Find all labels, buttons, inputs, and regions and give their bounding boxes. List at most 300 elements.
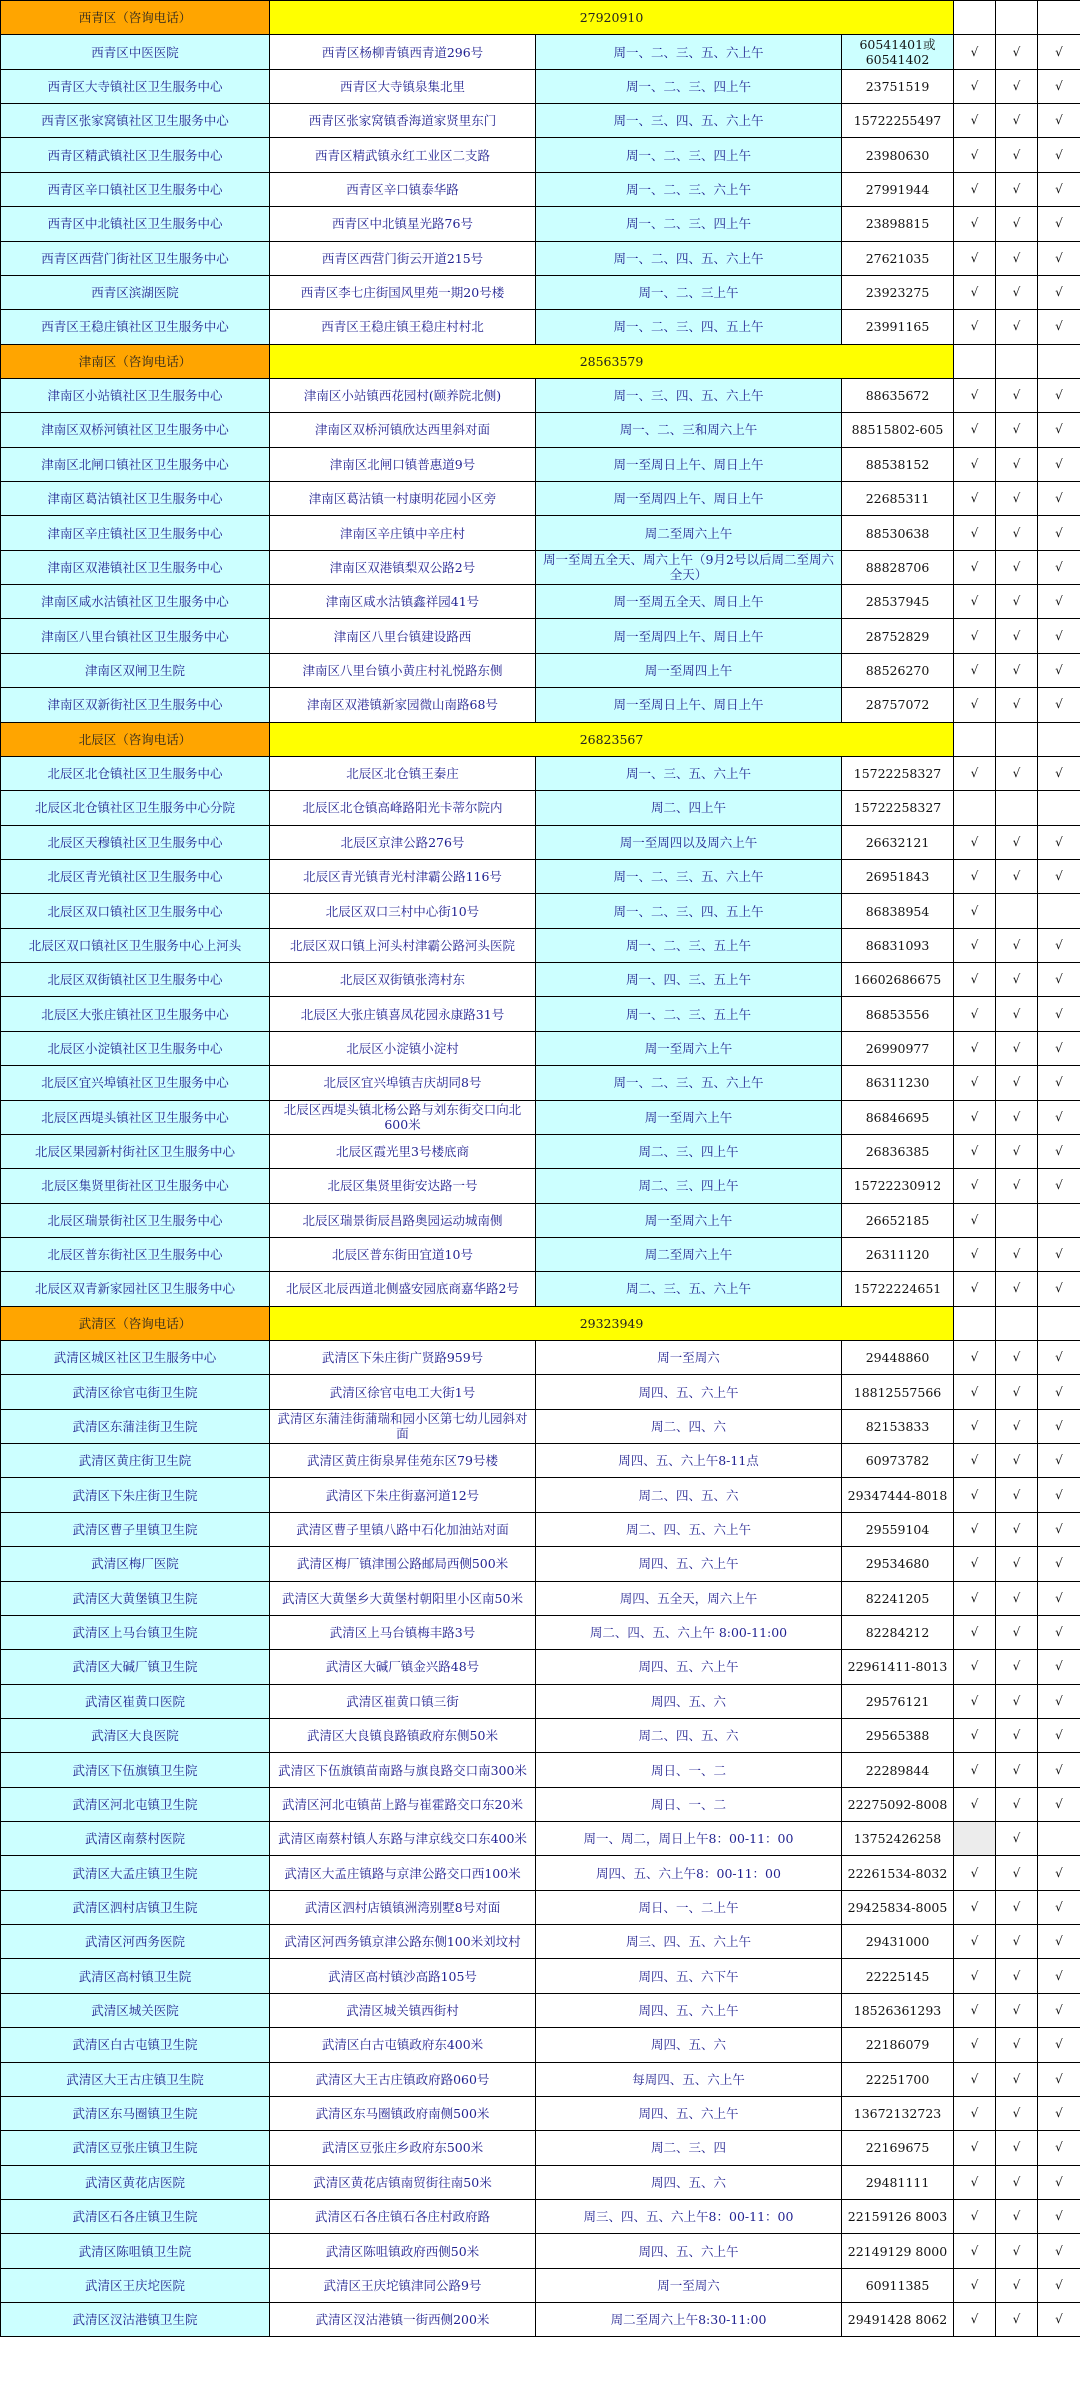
site-hours: 周四、五、六上午 xyxy=(536,1993,842,2027)
site-name: 武清区泗村店镇卫生院 xyxy=(1,1890,270,1924)
site-address: 西青区辛口镇泰华路 xyxy=(270,172,536,206)
site-address: 津南区双港镇梨双公路2号 xyxy=(270,550,536,584)
check-mark-3: √ xyxy=(1038,1478,1080,1512)
site-name: 津南区北闸口镇社区卫生服务中心 xyxy=(1,447,270,481)
check-mark-1: √ xyxy=(954,138,996,172)
site-row xyxy=(1,1856,1080,1890)
site-address: 津南区小站镇西花园村(颐养院北侧) xyxy=(270,378,536,412)
check-mark-2: √ xyxy=(996,859,1038,893)
district-hotline: 28563579 xyxy=(270,344,954,378)
site-phone: 29481111 xyxy=(842,2165,954,2199)
site-name: 北辰区天穆镇社区卫生服务中心 xyxy=(1,825,270,859)
site-phone: 86846695 xyxy=(842,1100,954,1134)
check-mark-2: √ xyxy=(996,1787,1038,1821)
site-row xyxy=(1,1581,1080,1615)
check-mark-3: √ xyxy=(1038,1753,1080,1787)
site-phone: 18812557566 xyxy=(842,1375,954,1409)
site-address: 武清区东马圈镇政府南侧500米 xyxy=(270,2096,536,2130)
site-address: 津南区双桥河镇欣达西里斜对面 xyxy=(270,413,536,447)
site-phone: 22169675 xyxy=(842,2131,954,2165)
check-mark-2 xyxy=(996,791,1038,825)
site-address: 武清区泗村店镇镇洲湾别墅8号对面 xyxy=(270,1890,536,1924)
site-phone: 23751519 xyxy=(842,69,954,103)
check-mark-1: √ xyxy=(954,1512,996,1546)
site-hours: 周一至周六上午 xyxy=(536,1100,842,1134)
site-hours: 周二至周六上午 xyxy=(536,516,842,550)
check-mark-2: √ xyxy=(996,1650,1038,1684)
site-address: 武清区上马台镇梅丰路3号 xyxy=(270,1615,536,1649)
check-mark-3: √ xyxy=(1038,585,1080,619)
site-hours: 周一至周六 xyxy=(536,2268,842,2302)
check-mark-3: √ xyxy=(1038,1169,1080,1203)
site-hours: 周二至周六上午 xyxy=(536,1237,842,1271)
check-mark-3: √ xyxy=(1038,1547,1080,1581)
check-mark-1: √ xyxy=(954,1169,996,1203)
site-address: 武清区河北屯镇苗上路与崔霍路交口东20米 xyxy=(270,1787,536,1821)
check-mark-3: √ xyxy=(1038,516,1080,550)
check-mark-1: √ xyxy=(954,2303,996,2337)
check-mark-3: √ xyxy=(1038,1444,1080,1478)
site-hours: 周四、五、六 xyxy=(536,2028,842,2062)
site-name: 西青区中医医院 xyxy=(1,35,270,69)
site-hours: 周一、三、四、五、六上午 xyxy=(536,378,842,412)
check-mark-1: √ xyxy=(954,585,996,619)
site-hours: 周一、二、三和周六上午 xyxy=(536,413,842,447)
check-mark-1: √ xyxy=(954,1341,996,1375)
site-phone: 88526270 xyxy=(842,653,954,687)
site-row xyxy=(1,1615,1080,1649)
check-mark-3: √ xyxy=(1038,1615,1080,1649)
check-mark-1: √ xyxy=(954,1272,996,1306)
check-mark-3 xyxy=(1038,791,1080,825)
site-row xyxy=(1,35,1080,69)
site-address: 津南区北闸口镇普惠道9号 xyxy=(270,447,536,481)
check-mark-3: √ xyxy=(1038,2028,1080,2062)
site-name: 西青区西营门街社区卫生服务中心 xyxy=(1,241,270,275)
site-name: 武清区下伍旗镇卫生院 xyxy=(1,1753,270,1787)
site-row xyxy=(1,104,1080,138)
site-phone: 29565388 xyxy=(842,1718,954,1752)
site-address: 武清区东蒲洼街蒲瑞和园小区第七幼儿园斜对面 xyxy=(270,1409,536,1443)
site-name: 西青区张家窝镇社区卫生服务中心 xyxy=(1,104,270,138)
site-row xyxy=(1,894,1080,928)
check-mark-3: √ xyxy=(1038,2096,1080,2130)
check-mark-3: √ xyxy=(1038,482,1080,516)
site-address: 北辰区普东街田宜道10号 xyxy=(270,1237,536,1271)
district-header-blank xyxy=(1038,1,1080,35)
site-row xyxy=(1,447,1080,481)
check-mark-2: √ xyxy=(996,2268,1038,2302)
check-mark-2: √ xyxy=(996,1512,1038,1546)
site-name: 武清区梅厂医院 xyxy=(1,1547,270,1581)
site-address: 津南区八里台镇建设路西 xyxy=(270,619,536,653)
site-hours: 每周四、五、六上午 xyxy=(536,2062,842,2096)
site-row xyxy=(1,2096,1080,2130)
site-hours: 周一、二、三、五、六上午 xyxy=(536,859,842,893)
site-phone: 22186079 xyxy=(842,2028,954,2062)
site-name: 武清区黄庄街卫生院 xyxy=(1,1444,270,1478)
site-name: 武清区大良医院 xyxy=(1,1718,270,1752)
site-name: 武清区大碱厂镇卫生院 xyxy=(1,1650,270,1684)
check-mark-1: √ xyxy=(954,2096,996,2130)
site-phone: 22685311 xyxy=(842,482,954,516)
check-mark-1: √ xyxy=(954,104,996,138)
site-address: 北辰区小淀镇小淀村 xyxy=(270,1031,536,1065)
site-row xyxy=(1,997,1080,1031)
check-mark-2: √ xyxy=(996,1169,1038,1203)
site-address: 武清区石各庄镇石各庄村政府路 xyxy=(270,2200,536,2234)
check-mark-2: √ xyxy=(996,997,1038,1031)
site-name: 西青区精武镇社区卫生服务中心 xyxy=(1,138,270,172)
site-row xyxy=(1,1925,1080,1959)
site-phone: 26836385 xyxy=(842,1134,954,1168)
site-name: 武清区下朱庄街卫生院 xyxy=(1,1478,270,1512)
check-mark-1: √ xyxy=(954,2062,996,2096)
site-address: 北辰区双口镇上河头村津霸公路河头医院 xyxy=(270,928,536,962)
site-row xyxy=(1,1341,1080,1375)
site-row xyxy=(1,275,1080,309)
check-mark-2: √ xyxy=(996,688,1038,722)
site-address: 武清区徐官屯电工大街1号 xyxy=(270,1375,536,1409)
site-address: 武清区崔黄口镇三街 xyxy=(270,1684,536,1718)
site-row xyxy=(1,482,1080,516)
check-mark-2: √ xyxy=(996,2028,1038,2062)
site-phone: 88515802-605 xyxy=(842,413,954,447)
check-mark-2: √ xyxy=(996,207,1038,241)
check-mark-2: √ xyxy=(996,1409,1038,1443)
site-name: 武清区崔黄口医院 xyxy=(1,1684,270,1718)
site-hours: 周一、二、三、五、六上午 xyxy=(536,1066,842,1100)
check-mark-3: √ xyxy=(1038,1787,1080,1821)
site-name: 津南区八里台镇社区卫生服务中心 xyxy=(1,619,270,653)
site-phone: 88538152 xyxy=(842,447,954,481)
site-row xyxy=(1,207,1080,241)
site-name: 武清区河西务医院 xyxy=(1,1925,270,1959)
site-name: 武清区河北屯镇卫生院 xyxy=(1,1787,270,1821)
check-mark-2: √ xyxy=(996,1925,1038,1959)
check-mark-3: √ xyxy=(1038,138,1080,172)
site-row xyxy=(1,2131,1080,2165)
check-mark-1: √ xyxy=(954,1409,996,1443)
site-phone: 60973782 xyxy=(842,1444,954,1478)
district-header-blank xyxy=(954,1306,996,1340)
site-row xyxy=(1,310,1080,344)
check-mark-1: √ xyxy=(954,1615,996,1649)
check-mark-1: √ xyxy=(954,1134,996,1168)
site-phone: 88530638 xyxy=(842,516,954,550)
check-mark-3 xyxy=(1038,1203,1080,1237)
check-mark-3: √ xyxy=(1038,1718,1080,1752)
check-mark-1: √ xyxy=(954,619,996,653)
site-address: 北辰区北仓镇王秦庄 xyxy=(270,756,536,790)
site-row xyxy=(1,1993,1080,2027)
site-hours: 周日、一、二 xyxy=(536,1787,842,1821)
check-mark-3: √ xyxy=(1038,1341,1080,1375)
site-hours: 周一、二、三、五、六上午 xyxy=(536,35,842,69)
site-row xyxy=(1,1684,1080,1718)
check-mark-2: √ xyxy=(996,1581,1038,1615)
site-name: 武清区徐官屯街卫生院 xyxy=(1,1375,270,1409)
check-mark-2: √ xyxy=(996,378,1038,412)
site-hours: 周一至周六 xyxy=(536,1341,842,1375)
check-mark-1: √ xyxy=(954,1031,996,1065)
check-mark-1: √ xyxy=(954,2165,996,2199)
site-hours: 周四、五、六上午 xyxy=(536,1650,842,1684)
site-phone: 26990977 xyxy=(842,1031,954,1065)
site-row xyxy=(1,378,1080,412)
site-hours: 周二、三、四 xyxy=(536,2131,842,2165)
site-name: 武清区上马台镇卫生院 xyxy=(1,1615,270,1649)
site-row xyxy=(1,1100,1080,1134)
check-mark-3: √ xyxy=(1038,2200,1080,2234)
site-row xyxy=(1,138,1080,172)
check-mark-2: √ xyxy=(996,516,1038,550)
site-hours: 周一至周四以及周六上午 xyxy=(536,825,842,859)
check-mark-3: √ xyxy=(1038,653,1080,687)
site-phone: 23923275 xyxy=(842,275,954,309)
site-address: 武清区城关镇西街村 xyxy=(270,1993,536,2027)
check-mark-2: √ xyxy=(996,1684,1038,1718)
site-row xyxy=(1,172,1080,206)
check-mark-3: √ xyxy=(1038,1409,1080,1443)
check-mark-1: √ xyxy=(954,1925,996,1959)
check-mark-3: √ xyxy=(1038,1375,1080,1409)
site-address: 北辰区大张庄镇喜凤花园永康路31号 xyxy=(270,997,536,1031)
site-address: 北辰区霞光里3号楼底商 xyxy=(270,1134,536,1168)
site-name: 西青区大寺镇社区卫生服务中心 xyxy=(1,69,270,103)
site-address: 武清区下朱庄街嘉河道12号 xyxy=(270,1478,536,1512)
check-mark-1: √ xyxy=(954,1684,996,1718)
site-row xyxy=(1,619,1080,653)
check-mark-1: √ xyxy=(954,2028,996,2062)
site-name: 西青区辛口镇社区卫生服务中心 xyxy=(1,172,270,206)
check-mark-2: √ xyxy=(996,619,1038,653)
check-mark-2: √ xyxy=(996,928,1038,962)
site-hours: 周三、四、五、六上午8：00-11：00 xyxy=(536,2200,842,2234)
site-address: 北辰区宜兴埠镇吉庆胡同8号 xyxy=(270,1066,536,1100)
district-header-blank xyxy=(996,1306,1038,1340)
site-row xyxy=(1,1787,1080,1821)
check-mark-3: √ xyxy=(1038,241,1080,275)
check-mark-3: √ xyxy=(1038,550,1080,584)
site-phone: 18526361293 xyxy=(842,1993,954,2027)
site-hours: 周四、五、六上午 xyxy=(536,2234,842,2268)
site-name: 武清区黄花店医院 xyxy=(1,2165,270,2199)
district-header-blank xyxy=(1038,1306,1080,1340)
check-mark-2: √ xyxy=(996,35,1038,69)
site-name: 北辰区西堤头镇社区卫生服务中心 xyxy=(1,1100,270,1134)
site-name: 武清区城关医院 xyxy=(1,1993,270,2027)
check-mark-1: √ xyxy=(954,516,996,550)
district-hotline: 26823567 xyxy=(270,722,954,756)
site-name: 西青区滨湖医院 xyxy=(1,275,270,309)
site-phone: 22225145 xyxy=(842,1959,954,1993)
site-phone: 88635672 xyxy=(842,378,954,412)
site-row xyxy=(1,550,1080,584)
site-hours: 周一至周五全天、周日上午 xyxy=(536,585,842,619)
site-name: 北辰区双青新家园社区卫生服务中心 xyxy=(1,1272,270,1306)
check-mark-2: √ xyxy=(996,1341,1038,1375)
site-address: 津南区双港镇新家园微山南路68号 xyxy=(270,688,536,722)
check-mark-1: √ xyxy=(954,997,996,1031)
site-row xyxy=(1,1512,1080,1546)
site-phone: 29576121 xyxy=(842,1684,954,1718)
check-mark-1: √ xyxy=(954,550,996,584)
site-phone: 22275092-8008 xyxy=(842,1787,954,1821)
site-address: 北辰区双街镇张湾村东 xyxy=(270,963,536,997)
check-mark-1: √ xyxy=(954,35,996,69)
check-mark-3: √ xyxy=(1038,963,1080,997)
site-row xyxy=(1,688,1080,722)
site-row xyxy=(1,2303,1080,2337)
site-row xyxy=(1,585,1080,619)
check-mark-1: √ xyxy=(954,653,996,687)
site-phone: 23991165 xyxy=(842,310,954,344)
check-mark-3: √ xyxy=(1038,859,1080,893)
site-hours: 周二、四、五、六上午 8:00-11:00 xyxy=(536,1615,842,1649)
check-mark-1: √ xyxy=(954,2234,996,2268)
site-address: 津南区八里台镇小黄庄村礼悦路东侧 xyxy=(270,653,536,687)
site-hours: 周二、四、五、六 xyxy=(536,1718,842,1752)
site-name: 武清区汊沽港镇卫生院 xyxy=(1,2303,270,2337)
site-name: 武清区豆张庄镇卫生院 xyxy=(1,2131,270,2165)
check-mark-2: √ xyxy=(996,2200,1038,2234)
site-hours: 周二、四上午 xyxy=(536,791,842,825)
site-address: 西青区精武镇永红工业区二支路 xyxy=(270,138,536,172)
check-mark-2: √ xyxy=(996,2131,1038,2165)
check-mark-3 xyxy=(1038,894,1080,928)
site-name: 北辰区北仓镇社区卫生服务中心 xyxy=(1,756,270,790)
site-name: 武清区城区社区卫生服务中心 xyxy=(1,1341,270,1375)
check-mark-2: √ xyxy=(996,1478,1038,1512)
check-mark-3: √ xyxy=(1038,825,1080,859)
check-mark-1: √ xyxy=(954,1993,996,2027)
check-mark-3: √ xyxy=(1038,2303,1080,2337)
site-name: 武清区高村镇卫生院 xyxy=(1,1959,270,1993)
check-mark-1: √ xyxy=(954,928,996,962)
site-row xyxy=(1,791,1080,825)
district-header-row xyxy=(1,1,1080,35)
check-mark-1: √ xyxy=(954,1890,996,1924)
district-header-blank xyxy=(1038,722,1080,756)
site-row xyxy=(1,1203,1080,1237)
site-address: 西青区西营门街云开道215号 xyxy=(270,241,536,275)
check-mark-1: √ xyxy=(954,413,996,447)
site-phone: 26652185 xyxy=(842,1203,954,1237)
check-mark-2: √ xyxy=(996,172,1038,206)
site-row xyxy=(1,1375,1080,1409)
check-mark-2: √ xyxy=(996,1822,1038,1856)
site-phone: 22261534-8032 xyxy=(842,1856,954,1890)
site-hours: 周二至周六上午8:30-11:00 xyxy=(536,2303,842,2337)
site-hours: 周四、五、六上午 xyxy=(536,1547,842,1581)
site-name: 北辰区北仓镇社区卫生服务中心分院 xyxy=(1,791,270,825)
site-phone: 13752426258 xyxy=(842,1822,954,1856)
check-mark-3: √ xyxy=(1038,1650,1080,1684)
site-hours: 周一至周六上午 xyxy=(536,1203,842,1237)
district-name: 武清区（咨询电话） xyxy=(1,1306,270,1340)
site-hours: 周一、三、五、六上午 xyxy=(536,756,842,790)
check-mark-3: √ xyxy=(1038,413,1080,447)
check-mark-1: √ xyxy=(954,2200,996,2234)
site-hours: 周四、五、六上午 xyxy=(536,2096,842,2130)
site-row xyxy=(1,1444,1080,1478)
district-header-blank xyxy=(996,722,1038,756)
site-address: 北辰区北辰西道北侧盛安园底商嘉华路2号 xyxy=(270,1272,536,1306)
site-hours: 周一、二、三、四上午 xyxy=(536,207,842,241)
check-mark-3: √ xyxy=(1038,928,1080,962)
site-name: 武清区东马圈镇卫生院 xyxy=(1,2096,270,2130)
site-address: 北辰区集贤里街安达路一号 xyxy=(270,1169,536,1203)
site-hours: 周二、四、六 xyxy=(536,1409,842,1443)
site-name: 津南区双新街社区卫生服务中心 xyxy=(1,688,270,722)
site-name: 津南区咸水沽镇社区卫生服务中心 xyxy=(1,585,270,619)
check-mark-1: √ xyxy=(954,1718,996,1752)
check-mark-2: √ xyxy=(996,2303,1038,2337)
check-mark-2: √ xyxy=(996,825,1038,859)
site-name: 津南区小站镇社区卫生服务中心 xyxy=(1,378,270,412)
site-name: 北辰区青光镇社区卫生服务中心 xyxy=(1,859,270,893)
site-phone: 27991944 xyxy=(842,172,954,206)
check-mark-2 xyxy=(996,894,1038,928)
check-mark-1: √ xyxy=(954,1650,996,1684)
site-name: 北辰区普东街社区卫生服务中心 xyxy=(1,1237,270,1271)
site-phone: 22149129 8000 xyxy=(842,2234,954,2268)
site-row xyxy=(1,825,1080,859)
check-mark-2: √ xyxy=(996,653,1038,687)
check-mark-1: √ xyxy=(954,688,996,722)
check-mark-2: √ xyxy=(996,1031,1038,1065)
check-mark-3: √ xyxy=(1038,310,1080,344)
site-phone: 22159126 8003 xyxy=(842,2200,954,2234)
site-phone: 82153833 xyxy=(842,1409,954,1443)
check-mark-3: √ xyxy=(1038,69,1080,103)
check-mark-2: √ xyxy=(996,1753,1038,1787)
check-mark-1: √ xyxy=(954,963,996,997)
site-hours: 周日、一、二上午 xyxy=(536,1890,842,1924)
site-row xyxy=(1,1134,1080,1168)
check-mark-3: √ xyxy=(1038,1100,1080,1134)
site-hours: 周一、二、三、四上午 xyxy=(536,138,842,172)
site-row xyxy=(1,2062,1080,2096)
site-address: 武清区汊沽港镇一街西侧200米 xyxy=(270,2303,536,2337)
check-mark-2: √ xyxy=(996,310,1038,344)
check-mark-2: √ xyxy=(996,1066,1038,1100)
check-mark-2: √ xyxy=(996,550,1038,584)
check-mark-3: √ xyxy=(1038,1581,1080,1615)
check-mark-2: √ xyxy=(996,69,1038,103)
check-mark-3: √ xyxy=(1038,1512,1080,1546)
site-address: 武清区高村镇沙高路105号 xyxy=(270,1959,536,1993)
check-mark-1 xyxy=(954,791,996,825)
site-name: 武清区大孟庄镇卫生院 xyxy=(1,1856,270,1890)
check-mark-3: √ xyxy=(1038,688,1080,722)
site-row xyxy=(1,1890,1080,1924)
check-mark-2: √ xyxy=(996,2096,1038,2130)
site-address: 武清区大王古庄镇政府路060号 xyxy=(270,2062,536,2096)
site-row xyxy=(1,1169,1080,1203)
check-mark-1: √ xyxy=(954,310,996,344)
check-mark-2: √ xyxy=(996,413,1038,447)
site-name: 武清区石各庄镇卫生院 xyxy=(1,2200,270,2234)
district-header-blank xyxy=(954,722,996,756)
site-phone: 26951843 xyxy=(842,859,954,893)
check-mark-3: √ xyxy=(1038,1134,1080,1168)
site-phone: 86311230 xyxy=(842,1066,954,1100)
check-mark-1: √ xyxy=(954,482,996,516)
site-address: 北辰区北仓镇高峰路阳光卡蒂尔院内 xyxy=(270,791,536,825)
site-row xyxy=(1,963,1080,997)
